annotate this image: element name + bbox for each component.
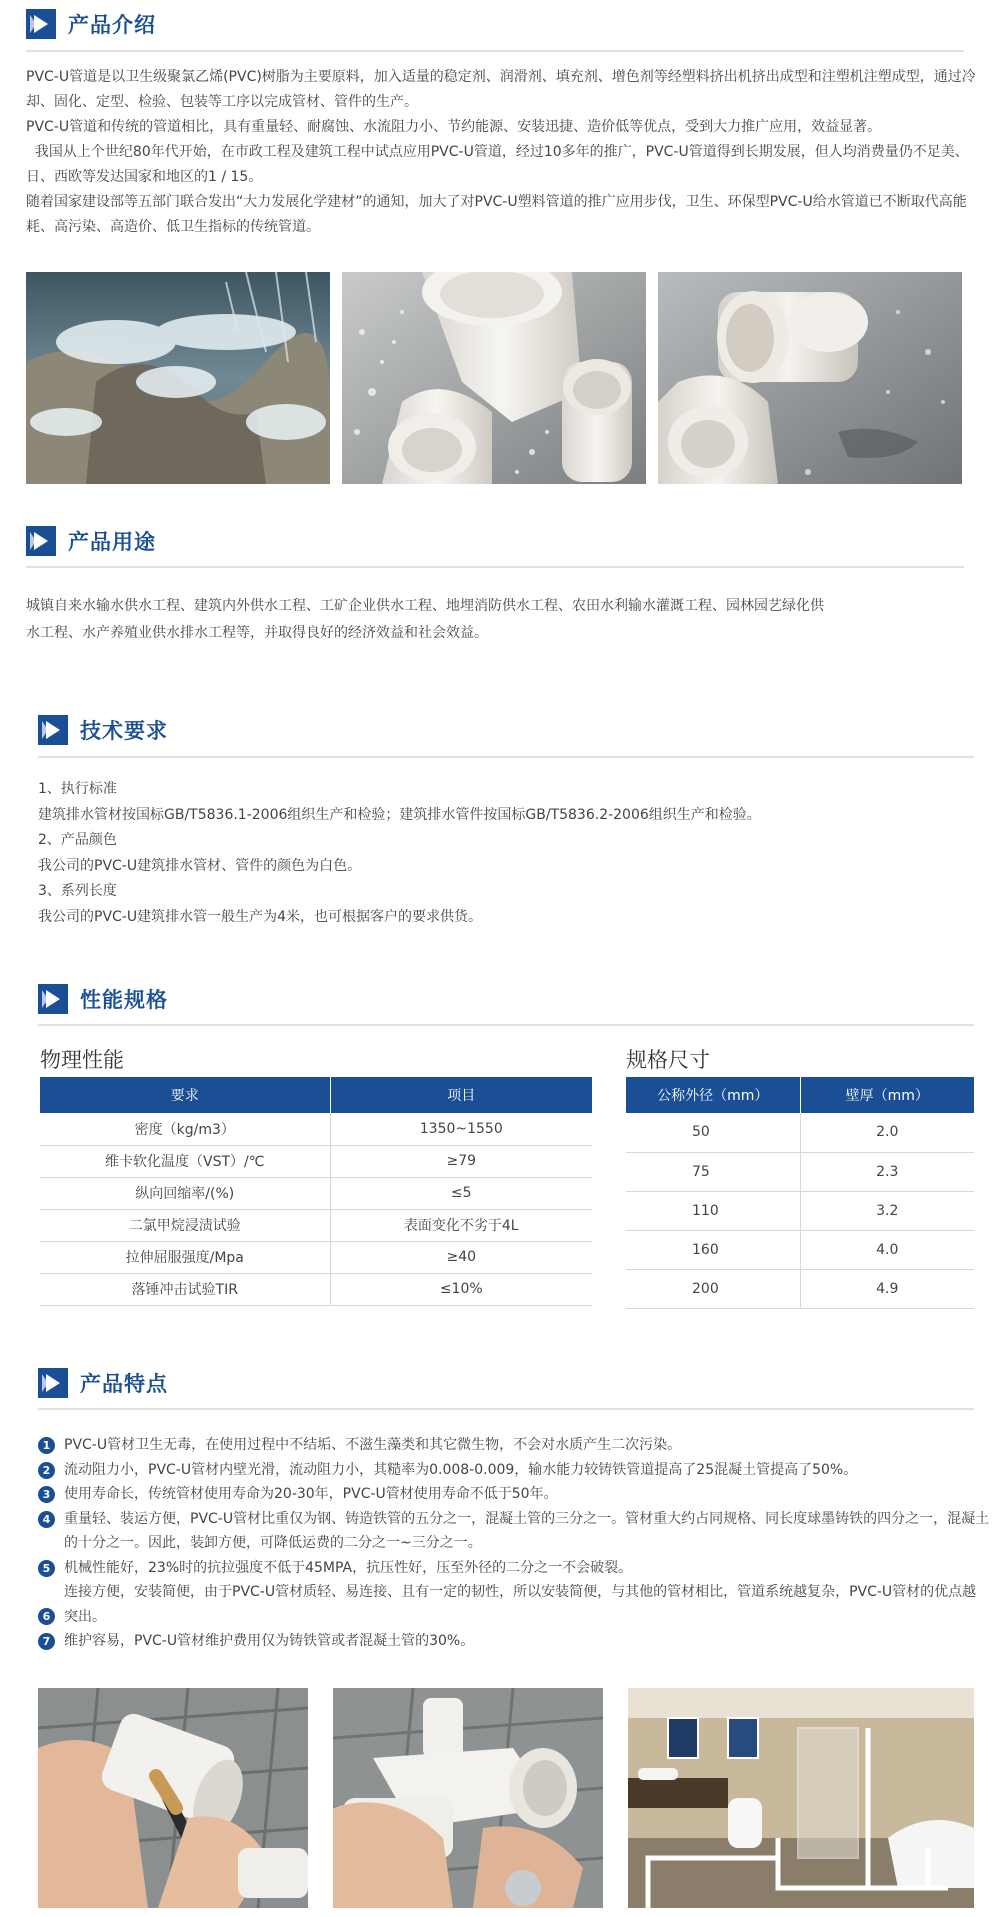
table-cell: 2.3 — [800, 1152, 974, 1191]
column-header: 要求 — [40, 1077, 330, 1113]
table-row — [626, 1113, 974, 1152]
table-row — [40, 1209, 592, 1241]
specs-title: 性能规格 — [80, 988, 168, 1012]
table-cell: ≥79 — [330, 1145, 592, 1177]
table-header-row — [40, 1077, 592, 1113]
number-badge-icon: 6 — [38, 1608, 55, 1625]
intro-paragraph: 随着国家建设部等五部门联合发出“大力发展化学建材”的通知，加大了对PVC-U塑料管道的推广应用步伐，卫生、环保型PVC-U给水管道已不断取代高能耗、高污染、高造价、低卫生指标的传统管道。 — [26, 194, 967, 235]
number-badge-icon: 2 — [38, 1462, 55, 1479]
tech-header — [38, 710, 168, 750]
number-badge-icon: 5 — [38, 1560, 55, 1577]
table-cell: ≥40 — [330, 1241, 592, 1273]
table-cell: 2.0 — [800, 1113, 974, 1152]
table-cell: 落锤冲击试验TIR — [40, 1273, 330, 1305]
table-cell: 维卡软化温度（VST）/℃ — [40, 1145, 330, 1177]
pipe-fitting-assembly-image — [333, 1688, 603, 1908]
tech-line: 我公司的PVC-U建筑排水管材、管件的颜色为白色。 — [38, 857, 362, 874]
features-title: 产品特点 — [80, 1372, 168, 1396]
intro-paragraph: PVC-U管道和传统的管道相比，具有重量轻、耐腐蚀、水流阻力小、节约能源、安装迅捷、造价低等优点，受到大力推广应用，效益显著。 — [26, 119, 882, 135]
table-row — [626, 1269, 974, 1308]
intro-header — [26, 4, 156, 44]
table-row — [40, 1273, 592, 1305]
tech-line: 3、系列长度 — [38, 883, 117, 899]
list-item — [38, 1507, 990, 1556]
table-cell: 密度（kg/m3） — [40, 1113, 330, 1145]
tech-line: 我公司的PVC-U建筑排水管一般生产为4米，也可根据客户的要求供货。 — [38, 908, 482, 925]
list-item — [38, 1580, 990, 1629]
list-item — [38, 1458, 990, 1483]
usage-header — [26, 521, 156, 561]
water-splash-image — [26, 272, 330, 484]
section-divider — [26, 50, 964, 52]
usage-title: 产品用途 — [68, 530, 156, 554]
table-cell: 纵向回缩率/(%) — [40, 1177, 330, 1209]
feature-text: 流动阻力小，PVC-U管材内壁光滑，流动阻力小，其糙率为0.008-0.009，输水能力较铸铁管道提高了25混凝土管提高了50%。 — [64, 1461, 858, 1478]
table-row — [40, 1113, 592, 1145]
table-cell: 拉伸屈服强度/Mpa — [40, 1241, 330, 1273]
table-cell: ≤10% — [330, 1273, 592, 1305]
table-cell: 75 — [626, 1152, 800, 1191]
features-header — [38, 1363, 168, 1403]
table-cell: 200 — [626, 1269, 800, 1308]
bathroom-plumbing-image — [628, 1688, 974, 1908]
tech-text — [38, 777, 978, 930]
table-row — [40, 1241, 592, 1273]
table-row — [626, 1152, 974, 1191]
list-item — [38, 1556, 990, 1581]
table-row — [626, 1191, 974, 1230]
feature-text: 重量轻、装运方便，PVC-U管材比重仅为钢、铸造铁管的五分之一，混凝土管的三分之一。管材重大约占同规格、同长度球墨铸铁的四分之一，混凝土的十分之一。因此，装卸方便，可降低运费的二分之一~三分之一。 — [64, 1510, 990, 1551]
tech-line: 建筑排水管材按国标GB/T5836.1-2006组织生产和检验；建筑排水管件按国标GB/T5836.2-2006组织生产和检验。 — [38, 806, 761, 823]
table-cell: 二氯甲烷浸渍试验 — [40, 1209, 330, 1241]
number-badge-icon: 3 — [38, 1486, 55, 1503]
physical-properties-table — [40, 1077, 592, 1306]
table-row — [40, 1177, 592, 1209]
intro-paragraph: 我国从上个世纪80年代开始，在市政工程及建筑工程中试点应用PVC-U管道，经过10多年的推广，PVC-U管道得到长期发展，但人均消费量仍不足美、日、西欧等发达国家和地区的1 / 15。 — [26, 144, 969, 185]
tech-title: 技术要求 — [80, 719, 168, 743]
table-cell: 表面变化不劣于4L — [330, 1209, 592, 1241]
table-cell: 50 — [626, 1113, 800, 1152]
section-divider — [38, 1024, 974, 1026]
feature-text: 维护容易，PVC-U管材维护费用仅为铸铁管或者混凝土管的30%。 — [64, 1633, 475, 1649]
table-cell: 110 — [626, 1191, 800, 1230]
tech-line: 1、执行标准 — [38, 781, 117, 797]
size-specs-title: 规格尺寸 — [626, 1048, 710, 1072]
feature-text: 使用寿命长，传统管材使用寿命为20-30年，PVC-U管材使用寿命不低于50年。 — [64, 1486, 558, 1502]
intro-text — [26, 65, 976, 240]
pvc-tee-fitting-image — [658, 272, 962, 484]
table-cell: 3.2 — [800, 1191, 974, 1230]
size-specs-table — [626, 1077, 974, 1309]
table-cell: 4.0 — [800, 1230, 974, 1269]
section-divider — [38, 756, 974, 758]
physical-properties-title: 物理性能 — [40, 1048, 124, 1072]
list-item — [38, 1433, 990, 1458]
tech-line: 2、产品颜色 — [38, 832, 117, 848]
specs-header — [38, 979, 168, 1019]
feature-text: 连接方便，安装简便，由于PVC-U管材质轻、易连接、且有一定的韧性，所以安装简便，与其他的管材相比，管道系统越复杂，PVC-U管材的优点越突出。 — [64, 1584, 977, 1625]
table-cell: 4.9 — [800, 1269, 974, 1308]
arrow-play-icon — [38, 984, 68, 1014]
arrow-play-icon — [38, 1368, 68, 1398]
table-cell: ≤5 — [330, 1177, 592, 1209]
usage-line: 城镇自来水输水供水工程、建筑内外供水工程、工矿企业供水工程、地埋消防供水工程、农田水利输水灌溉工程、园林园艺绿化供 — [26, 598, 824, 614]
column-header: 公称外径（mm） — [626, 1077, 800, 1113]
intro-title: 产品介绍 — [68, 13, 156, 37]
number-badge-icon: 7 — [38, 1633, 55, 1650]
section-divider — [26, 566, 964, 568]
number-badge-icon: 4 — [38, 1511, 55, 1528]
feature-text: PVC-U管材卫生无毒，在使用过程中不结垢、不滋生藻类和其它微生物，不会对水质产生二次污染。 — [64, 1437, 682, 1453]
usage-text — [26, 593, 976, 647]
list-item — [38, 1629, 990, 1654]
usage-line: 水工程、水产养殖业供水排水工程等，并取得良好的经济效益和社会效益。 — [26, 625, 488, 641]
arrow-play-icon — [38, 715, 68, 745]
section-divider — [38, 1408, 974, 1410]
column-header: 项目 — [330, 1077, 592, 1113]
pvc-fittings-water-drops-image — [342, 272, 646, 484]
column-header: 壁厚（mm） — [800, 1077, 974, 1113]
table-row — [626, 1230, 974, 1269]
pipe-glue-brush-image — [38, 1688, 308, 1908]
arrow-play-icon — [26, 9, 56, 39]
table-cell: 1350~1550 — [330, 1113, 592, 1145]
table-row — [40, 1145, 592, 1177]
list-item — [38, 1482, 990, 1507]
arrow-play-icon — [26, 526, 56, 556]
feature-text: 机械性能好，23%时的抗拉强度不低于45MPA，抗压性好，压至外径的二分之一不会破裂。 — [64, 1559, 633, 1576]
features-list — [38, 1433, 990, 1654]
number-badge-icon: 1 — [38, 1437, 55, 1454]
table-cell: 160 — [626, 1230, 800, 1269]
intro-paragraph: PVC-U管道是以卫生级聚氯乙烯(PVC)树脂为主要原料，加入适量的稳定剂、润滑剂、填充剂、增色剂等经塑料挤出机挤出成型和注塑机注塑成型，通过冷却、固化、定型、检验、包装等工序以完成管材、管件的生产。 — [26, 69, 976, 110]
table-header-row — [626, 1077, 974, 1113]
